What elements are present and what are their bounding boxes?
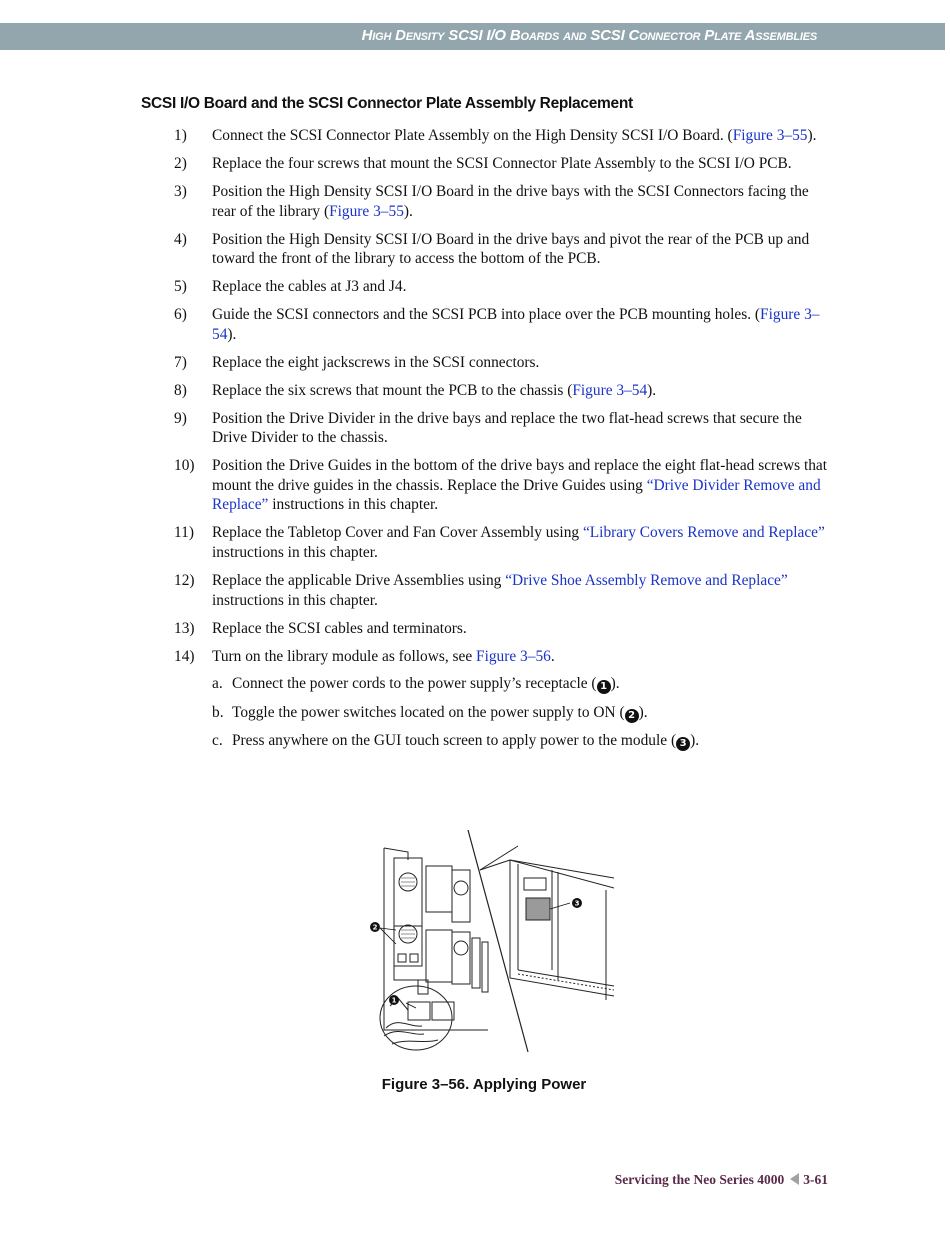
- step-item: [174, 277, 834, 297]
- step-text: Replace the six screws that mount the PCB to the chassis (: [212, 381, 573, 399]
- footer-arrow-icon: [790, 1173, 799, 1185]
- running-header-band: [0, 23, 945, 50]
- step-item: [174, 154, 834, 174]
- step-text: Replace the cables at J3 and J4.: [212, 278, 407, 296]
- step-text: ).: [807, 127, 817, 144]
- step-text: instructions in this chapter.: [212, 591, 378, 609]
- step-text: Replace the four screws that mount the SCSI Connector Plate Assembly to the SCSI I/O PCB.: [212, 154, 792, 172]
- callout-2-label: 2: [372, 923, 378, 932]
- step-item: [174, 182, 834, 221]
- callout-number-icon: 1: [597, 680, 611, 694]
- step-number: 2): [174, 154, 187, 172]
- step-text: Position the High Density SCSI I/O Board in the drive bays with the SCSI Connectors facing the rear of the library (: [212, 182, 809, 220]
- step-item: [174, 523, 834, 562]
- step-text: ).: [227, 325, 237, 343]
- step-text: Position the Drive Divider in the drive bays and replace the two flat-head screws that secure the Drive Divider to the chassis.: [212, 409, 802, 447]
- step-item: [174, 619, 834, 639]
- section-title: SCSI I/O Board and the SCSI Connector Plate Assembly Replacement: [141, 95, 633, 112]
- cross-reference-link[interactable]: Figure 3–56: [476, 647, 551, 665]
- running-header-title: High Density SCSI I/O Boards and SCSI Connector Plate Assemblies: [361, 27, 817, 44]
- step-number: 5): [174, 278, 187, 296]
- step-item: [174, 381, 834, 401]
- callout-number-icon: 2: [625, 709, 639, 723]
- cross-reference-link[interactable]: “Library Covers Remove and Replace”: [582, 524, 825, 542]
- step-number: 14): [174, 647, 195, 665]
- step-number: 12): [174, 571, 195, 589]
- step-number: 13): [174, 619, 195, 637]
- step-text: Turn on the library module as follows, see: [212, 647, 477, 665]
- figure-caption: Figure 3–56. Applying Power: [381, 1076, 587, 1093]
- step-text: .: [550, 647, 555, 665]
- step-text: ).: [647, 381, 657, 399]
- cross-reference-link[interactable]: Figure 3–55: [732, 127, 808, 144]
- substep-text-end: ).: [638, 703, 648, 721]
- substep-item: [212, 731, 834, 751]
- step-text: instructions in this chapter.: [212, 544, 378, 561]
- step-number: 11): [174, 524, 194, 542]
- page-number: 3-61: [803, 1172, 828, 1187]
- step-item: [174, 230, 834, 269]
- step-item: [174, 409, 834, 448]
- step-item: [174, 305, 834, 344]
- substep-item: [212, 674, 834, 694]
- step-text: Replace the SCSI cables and terminators.: [212, 619, 467, 637]
- substep-letter: b.: [212, 703, 224, 721]
- cross-reference-link[interactable]: “Drive Shoe Assembly Remove and Replace”: [505, 571, 788, 589]
- step-text: Guide the SCSI connectors and the SCSI PCB into place over the PCB mounting holes. (: [212, 306, 761, 324]
- step-text: Position the Drive Guides in the bottom of the drive bays and replace the eight flat-head screws that mount the drive guides in the chassis. Replace the Drive Guides using: [212, 457, 828, 494]
- step-number: 10): [174, 457, 195, 475]
- substep-list: [212, 674, 834, 751]
- substep-text: Press anywhere on the GUI touch screen to apply power to the module (: [232, 731, 677, 749]
- callout-3-label: 3: [574, 899, 580, 908]
- substep-item: [212, 703, 834, 723]
- substep-text: Connect the power cords to the power supply’s receptacle (: [232, 675, 597, 693]
- procedure-steps: [174, 126, 834, 759]
- step-item: [174, 571, 834, 610]
- step-number: 9): [174, 409, 187, 427]
- step-item: [174, 647, 834, 751]
- cross-reference-link[interactable]: “Drive Divider Remove and Replace”: [212, 476, 821, 514]
- step-number: 6): [174, 306, 187, 324]
- callout-1-label: 1: [391, 996, 397, 1005]
- figure-applying-power: [368, 830, 614, 1058]
- substep-letter: a.: [212, 675, 223, 693]
- step-number: 8): [174, 381, 187, 399]
- cross-reference-link[interactable]: Figure 3–55: [329, 202, 404, 220]
- cross-reference-link[interactable]: Figure 3–54: [212, 306, 820, 343]
- step-text: instructions in this chapter.: [268, 496, 439, 514]
- step-text: Replace the applicable Drive Assemblies using: [212, 571, 506, 589]
- step-item: [174, 126, 834, 146]
- substep-text-end: ).: [690, 731, 700, 749]
- step-number: 4): [174, 230, 187, 248]
- callout-number-icon: 3: [676, 737, 690, 751]
- step-item: [174, 353, 834, 373]
- step-number: 3): [174, 182, 187, 200]
- step-text: Replace the eight jackscrews in the SCSI connectors.: [212, 353, 540, 371]
- footer-title: Servicing the Neo Series 4000: [614, 1172, 785, 1187]
- step-text: Replace the Tabletop Cover and Fan Cover Assembly using: [212, 524, 583, 542]
- step-text: Connect the SCSI Connector Plate Assembly on the High Density SCSI I/O Board. (: [212, 127, 733, 144]
- step-item: [174, 456, 834, 515]
- cross-reference-link[interactable]: Figure 3–54: [572, 381, 648, 399]
- step-text: Position the High Density SCSI I/O Board in the drive bays and pivot the rear of the PCB up and toward the front of the library to access the bottom of the PCB.: [212, 230, 810, 268]
- substep-letter: c.: [212, 731, 223, 749]
- substep-text: Toggle the power switches located on the power supply to ON (: [232, 703, 625, 721]
- step-number: 7): [174, 353, 187, 371]
- running-footer: [615, 1172, 828, 1188]
- step-text: ).: [403, 202, 413, 220]
- step-number: 1): [174, 127, 187, 144]
- substep-text-end: ).: [610, 675, 620, 693]
